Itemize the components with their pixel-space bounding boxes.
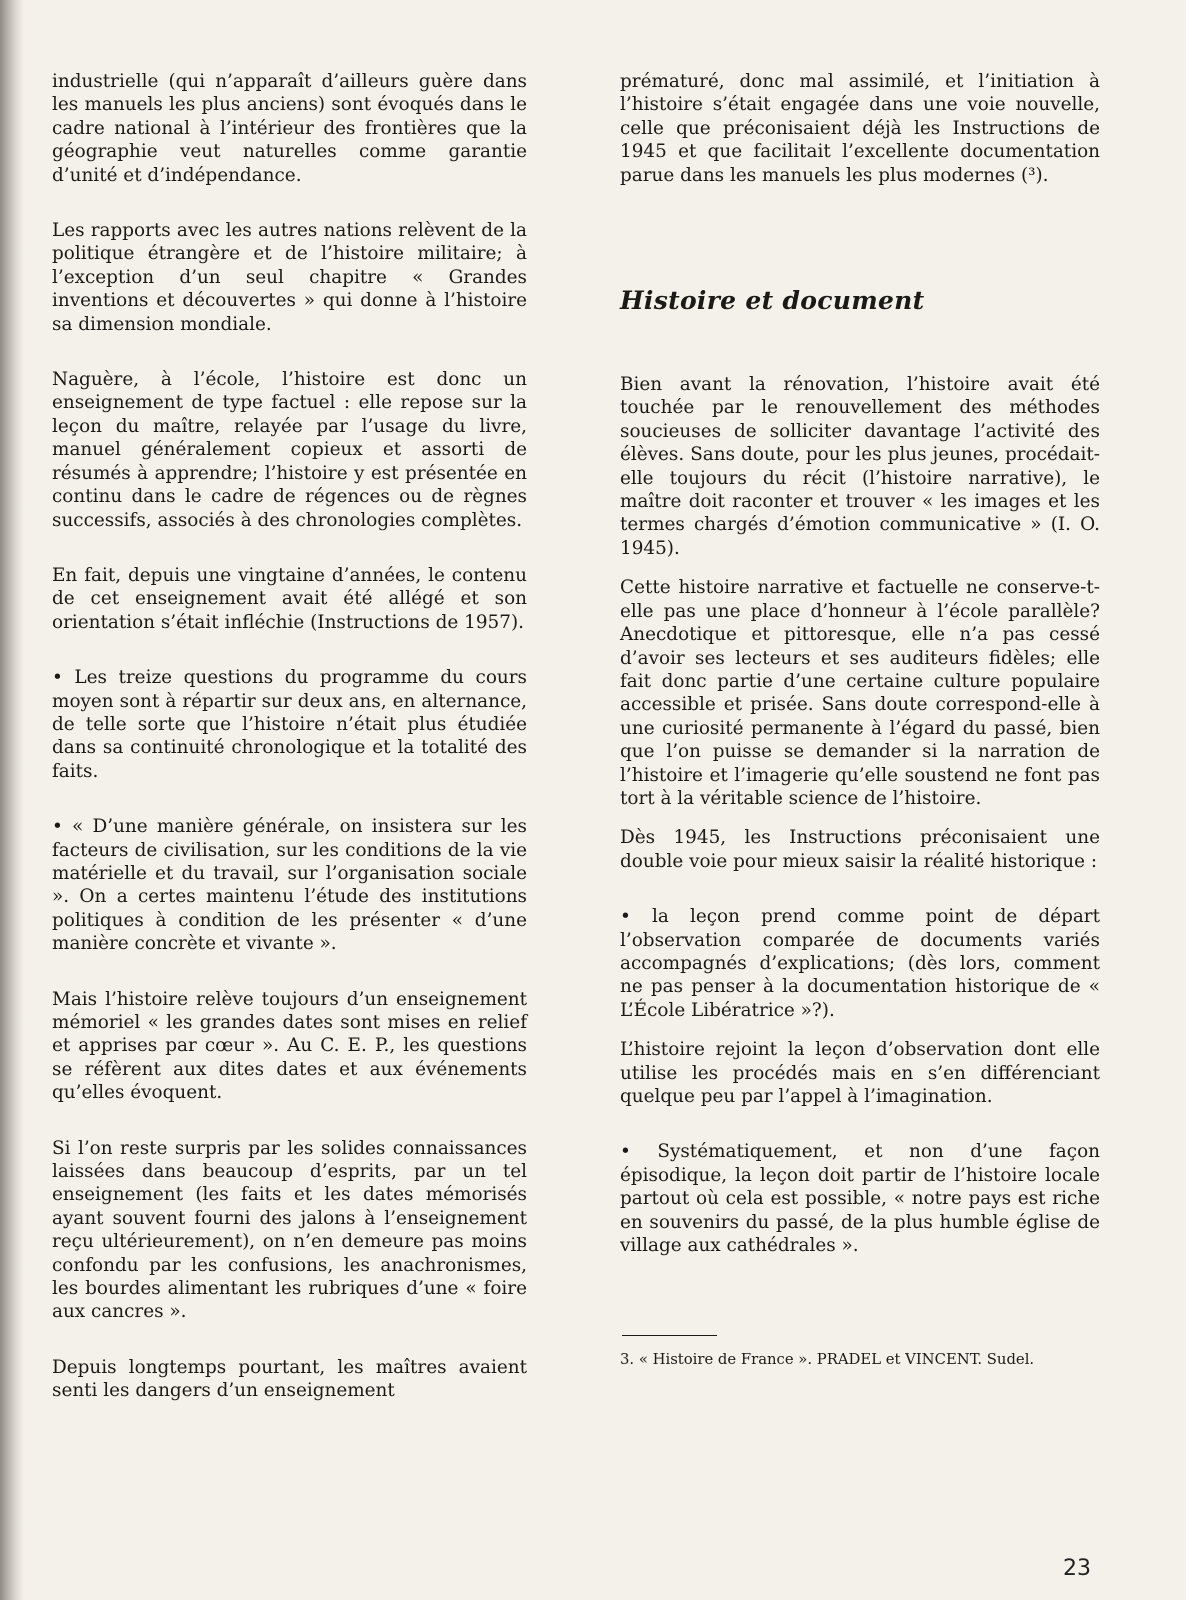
paragraph: prématuré, donc mal assimilé, et l’initiation à l’histoire s’était engagée dans une voie nouvelle, celle que préconisaient déjà les Instructions de 1945 et que facilitait l’excellente documentation parue dans les manuels les plus modernes (³). [620, 71, 1100, 186]
left-column [52, 70, 527, 1403]
footnote: 3. « Histoire de France ». PRADEL et VINCENT. Sudel. [620, 1351, 1035, 1369]
bullet-paragraph: • la leçon prend comme point de départ l’observation comparée de documents variés accompagnés d’explications; (dès lors, comment ne pas penser à la documentation historique de « L’École Libératrice »?). [620, 906, 1100, 1021]
paragraph: Cette histoire narrative et factuelle ne conserve-t-elle pas une place d’honneur à l’école parallèle? Anecdotique et pittoresque, elle n’a pas cessé d’avoir ses lecteurs et ses auditeurs fidèles; elle fait donc partie d’une certaine culture populaire accessible et prisée. Sans doute correspond-elle à une curiosité permanente à l’égard du passé, bien que l’on puisse se demander si la narration de l’histoire et l’imagerie qu’elle soustend ne font pas tort à la véritable science de l’histoire. [620, 577, 1100, 809]
paragraph: Naguère, à l’école, l’histoire est donc un enseignement de type factuel : elle repose sur la leçon du maître, relayée par l’usage du livre, manuel généralement copieux et assorti de résumés à apprendre; l’histoire y est présentée en continu dans le cadre de régences ou de règnes successifs, associés à des chronologies complètes. [52, 369, 527, 531]
bullet-paragraph: • « D’une manière générale, on insistera sur les facteurs de civilisation, sur les conditions de la vie matérielle et du travail, sur l’organisation sociale ». On a certes maintenu l’étude des institutions politiques à condition de les présenter « d’une manière concrète et vivante ». [52, 816, 527, 955]
bullet-paragraph: • Les treize questions du programme du cours moyen sont à répartir sur deux ans, en alternance, de telle sorte que l’histoire n’était plus étudiée dans sa continuité chronologique et la totalité des faits. [52, 667, 527, 782]
section-heading: Histoire et document [620, 286, 925, 316]
paragraph: industrielle (qui n’apparaît d’ailleurs guère dans les manuels les plus anciens) sont évoqués dans le cadre national à l’intérieur des frontières que la géographie veut naturelles comme garantie d’unité et d’indépendance. [52, 71, 527, 186]
paragraph: Dès 1945, les Instructions préconisaient une double voie pour mieux saisir la réalité historique : [620, 827, 1100, 872]
paragraph: Bien avant la rénovation, l’histoire avait été touchée par le renouvellement des méthodes soucieuses de solliciter davantage l’activité des élèves. Sans doute, pour les plus jeunes, procédait-elle toujours du récit (l’histoire narrative), le maître doit raconter et trouver « les images et les termes chargés d’émotion communicative » (I. O. 1945). [620, 374, 1100, 559]
paragraph: Si l’on reste surpris par les solides connaissances laissées dans beaucoup d’esprits, par un tel enseignement (les faits et les dates mémorisés ayant souvent fourni des jalons à l’enseignement reçu ultérieurement), on n’en demeure pas moins confondu par les confusions, les anachronismes, les bourdes alimentant les rubriques d’une « foire aux cancres ». [52, 1137, 527, 1323]
paragraph: Les rapports avec les autres nations relèvent de la politique étrangère et de l’histoire militaire; à l’exception d’un seul chapitre « Grandes inventions et découvertes » qui donne à l’histoire sa dimension mondiale. [52, 220, 527, 335]
right-column [620, 70, 1100, 1369]
footnote-divider [622, 1335, 717, 1336]
paragraph: L’histoire rejoint la leçon d’observation dont elle utilise les procédés mais en s’en différenciant quelque peu par l’appel à l’imagination. [620, 1039, 1100, 1107]
paragraph: En fait, depuis une vingtaine d’années, le contenu de cet enseignement avait été allégé et son orientation s’était infléchie (Instructions de 1957). [52, 564, 527, 633]
bullet-paragraph: • Systématiquement, et non d’une façon épisodique, la leçon doit partir de l’histoire locale partout où cela est possible, « notre pays est riche en souvenirs du passé, de la plus humble église de village aux cathédrales ». [620, 1141, 1100, 1257]
page-number: 23 [1063, 1556, 1091, 1581]
paragraph: Depuis longtemps pourtant, les maîtres avaient senti les dangers d’un enseignement [52, 1356, 527, 1402]
paragraph: Mais l’histoire relève toujours d’un enseignement mémoriel « les grandes dates sont mises en relief et apprises par cœur ». Au C. E. P., les questions se réfèrent aux dites dates et aux événements qu’elles évoquent. [52, 988, 527, 1104]
